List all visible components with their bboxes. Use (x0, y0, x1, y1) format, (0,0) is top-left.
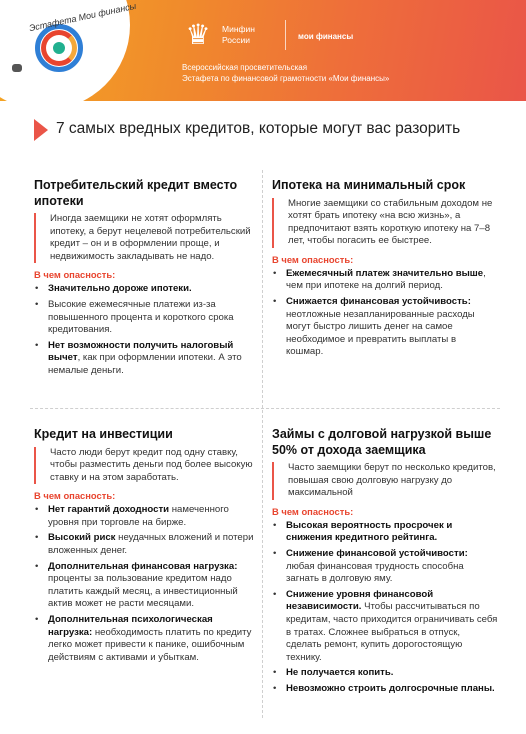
danger-item-text: , чем при ипотеке на долгий период. (286, 267, 486, 292)
logo-text: Эстафета Мои финансы (28, 0, 137, 34)
title-arrow-icon (34, 119, 48, 141)
danger-item-text: проценты за пользование кредитом надо платить каждый месяц, а инвестиционный актив может не расти месяцами. (48, 573, 238, 610)
danger-item (272, 589, 498, 665)
danger-item-bold: Значительно дороже ипотеки. (48, 283, 192, 295)
danger-item (34, 614, 256, 664)
card-title: Займы с долговой нагрузкой выше 50% от дохода заемщика (272, 427, 492, 457)
danger-item-text: Чтобы рассчитываться по кредитам, часто приходится ограничивать себя в тратах. Сложнее выбраться в отпуск, сделать ремонт, купить дорогостоящую технику. (286, 601, 498, 663)
danger-item (272, 548, 498, 586)
danger-item (272, 296, 494, 359)
danger-item-text: , как при оформлении ипотеки. А это немалые деньги. (48, 352, 242, 376)
danger-item (34, 504, 256, 529)
eagle-emblem-icon: ♛ (185, 19, 211, 50)
danger-item-bold: Снижается финансовая устойчивость: (286, 296, 471, 308)
danger-list (34, 283, 256, 377)
danger-item (272, 683, 498, 696)
danger-item (34, 283, 256, 296)
danger-item-bold: Дополнительная финансовая нагрузка: (48, 560, 238, 572)
danger-label: В чем опасность: (34, 269, 116, 281)
card-intro: Часто люди берут кредит под одну ставку, чтобы разместить деньги под более высокую ставку и на этом заработать. (34, 447, 256, 485)
card-intro: Многие заемщики со стабильным доходом не хотят брать ипотеку «на всю жизнь», а предпочитают взять короткую ипотеку на 7–8 лет, чтобы погасить ее быстрее. (272, 198, 494, 248)
logo-piggy-icon (12, 64, 22, 72)
danger-item-text: неотложные незапланированные расходы могут быстро лишить денег на самое необходимое и превратить выплаты в кошмар. (286, 308, 475, 358)
danger-item-bold: Нет возможности получить налоговый вычет (48, 339, 234, 364)
logo-dot (53, 42, 65, 54)
danger-label: В чем опасность: (34, 490, 116, 502)
danger-item (34, 340, 256, 378)
danger-item (272, 667, 498, 680)
card-short-mortgage (272, 178, 494, 362)
card-consumer-credit (34, 178, 256, 381)
danger-item-bold: Ежемесячный платеж значительно выше (286, 267, 484, 279)
card-investment-credit (34, 427, 256, 667)
card-intro: Иногда заемщики не хотят оформлять ипотеку, а берут нецелевой потребительский кредит – он и в оформлении проще, и недвижимость закладывать не надо. (34, 213, 256, 263)
danger-item-bold: Не получается копить. (286, 667, 394, 679)
danger-item-bold: Нет гарантий доходности (48, 504, 170, 516)
page-title: 7 самых вредных кредитов, которые могут вас разорить (56, 120, 461, 137)
column-divider (262, 170, 263, 718)
danger-item-bold: Снижение финансовой устойчивости: (286, 547, 468, 559)
card-title: Ипотека на минимальный срок (272, 178, 466, 192)
danger-item-text: неудачных вложений и потери вложенных денег. (48, 532, 254, 557)
danger-item-bold: Невозможно строить долгосрочные планы. (286, 682, 495, 694)
danger-item (34, 532, 256, 557)
danger-item (34, 299, 256, 337)
danger-item-text: любая финансовая трудность способна загнать в долговую яму. (286, 560, 464, 585)
danger-item-bold: Снижение уровня финансовой независимости. (286, 588, 434, 613)
card-title: Потребительский кредит вместо ипотеки (34, 178, 238, 208)
danger-list (272, 268, 494, 359)
danger-list (34, 504, 256, 664)
card-high-debt-load (272, 427, 498, 699)
title-bar (0, 112, 526, 148)
brand-label: мои финансы (298, 32, 354, 41)
danger-list (272, 520, 498, 696)
ministry-label: Минфин России (222, 24, 255, 45)
header-divider (285, 20, 286, 50)
danger-item-text: намеченного уровня при торговле на бирже. (48, 504, 229, 528)
danger-item-bold: Высокий риск (48, 532, 116, 544)
danger-label: В чем опасность: (272, 505, 354, 517)
danger-item-bold: Дополнительная психологическая нагрузка: (48, 614, 213, 638)
card-title: Кредит на инвестиции (34, 427, 173, 441)
danger-item (34, 561, 256, 611)
danger-item (272, 268, 494, 293)
danger-item-text: Высокие ежемесячные платежи из-за повышенного процента и короткого срока кредитования. (48, 298, 234, 336)
danger-label: В чем опасность: (272, 253, 354, 265)
header-banner (0, 0, 526, 101)
row-divider (30, 408, 500, 409)
danger-item (272, 520, 498, 545)
danger-item-text: необходимость платить по кредиту легко может привести к панике, ошибочным действиям с активами и убыткам. (48, 626, 252, 663)
danger-item-bold: Высокая вероятность просрочек и снижения кредитного рейтинга. (286, 519, 453, 544)
relay-subtitle: Всероссийская просветительская Эстафета по финансовой грамотности «Мои финансы» (182, 63, 390, 83)
card-intro: Часто заемщики берут по несколько кредитов, повышая свою долговую нагрузку до максимальной (272, 462, 498, 500)
